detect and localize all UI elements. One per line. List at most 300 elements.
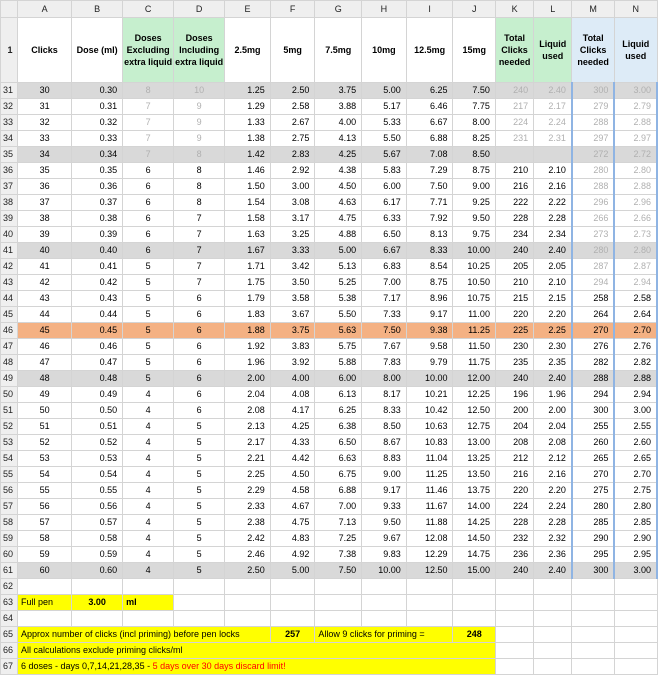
cell[interactable]	[225, 579, 271, 595]
cell[interactable]: 279	[572, 99, 614, 115]
cell[interactable]: 2.16	[534, 179, 572, 195]
column-title[interactable]: Clicks	[17, 18, 71, 83]
cell[interactable]: 11.75	[453, 355, 495, 371]
row-number[interactable]: 60	[1, 547, 18, 563]
cell[interactable]: 231	[495, 131, 533, 147]
row-number[interactable]: 40	[1, 227, 18, 243]
cell[interactable]: 48	[17, 371, 71, 387]
cell[interactable]: 212	[495, 451, 533, 467]
cell[interactable]: 4.58	[270, 483, 315, 499]
cell[interactable]: 4	[123, 563, 174, 579]
column-title[interactable]: Liquid used	[614, 18, 657, 83]
cell[interactable]: 6.88	[315, 483, 362, 499]
cell[interactable]: 228	[495, 211, 533, 227]
cell[interactable]: 7.67	[362, 339, 407, 355]
cell[interactable]: 6	[174, 323, 225, 339]
cell[interactable]: 2.75	[614, 483, 657, 499]
row-number[interactable]: 41	[1, 243, 18, 259]
cell[interactable]: 208	[495, 435, 533, 451]
cell[interactable]	[72, 611, 123, 627]
cell[interactable]: 4.25	[315, 147, 362, 163]
cell[interactable]: 11.25	[453, 323, 495, 339]
cell[interactable]: 2.92	[270, 163, 315, 179]
cell[interactable]: 12.75	[453, 419, 495, 435]
cell[interactable]: 5.00	[270, 563, 315, 579]
row-number[interactable]: 33	[1, 115, 18, 131]
cell[interactable]: 2.60	[614, 435, 657, 451]
row-number[interactable]: 46	[1, 323, 18, 339]
cell[interactable]: 4.25	[270, 419, 315, 435]
cell[interactable]: 3.08	[270, 195, 315, 211]
column-title[interactable]: Dose (ml)	[72, 18, 123, 83]
cell[interactable]: 3.83	[270, 339, 315, 355]
cell[interactable]	[614, 579, 657, 595]
column-header-j[interactable]: J	[453, 1, 495, 18]
cell[interactable]	[495, 579, 533, 595]
cell[interactable]: 5	[174, 419, 225, 435]
cell[interactable]: 4.33	[270, 435, 315, 451]
cell[interactable]	[534, 627, 572, 643]
cell[interactable]: 6.00	[362, 179, 407, 195]
cell[interactable]: 8.33	[362, 403, 407, 419]
row-number[interactable]: 47	[1, 339, 18, 355]
cell[interactable]: 2.20	[534, 307, 572, 323]
cell[interactable]	[534, 659, 572, 675]
cell[interactable]: 5	[174, 499, 225, 515]
cell[interactable]	[225, 611, 271, 627]
cell[interactable]: 297	[572, 131, 614, 147]
cell[interactable]: 7.75	[453, 99, 495, 115]
cell[interactable]: 9.58	[406, 339, 453, 355]
cell[interactable]: 2.30	[534, 339, 572, 355]
cell[interactable]: 5.83	[362, 163, 407, 179]
cell[interactable]: 6.88	[406, 131, 453, 147]
cell[interactable]: 5.88	[315, 355, 362, 371]
cell[interactable]	[614, 659, 657, 675]
cell[interactable]: 5	[123, 259, 174, 275]
full-pen-unit[interactable]: ml	[123, 595, 174, 611]
cell[interactable]: 210	[495, 163, 533, 179]
cell[interactable]: 6	[174, 355, 225, 371]
cell[interactable]: 5	[123, 323, 174, 339]
cell[interactable]: 2.42	[225, 531, 271, 547]
cell[interactable]: 285	[572, 515, 614, 531]
column-header-l[interactable]: L	[534, 1, 572, 18]
cell[interactable]: 13.50	[453, 467, 495, 483]
cell[interactable]: 6.25	[406, 83, 453, 99]
cell[interactable]: 9	[174, 115, 225, 131]
row-number[interactable]: 35	[1, 147, 18, 163]
cell[interactable]: 236	[495, 547, 533, 563]
column-title[interactable]: 7.5mg	[315, 18, 362, 83]
cell[interactable]: 4.08	[270, 387, 315, 403]
cell[interactable]: 5.63	[315, 323, 362, 339]
cell[interactable]: 2.88	[614, 179, 657, 195]
row-number[interactable]: 48	[1, 355, 18, 371]
column-header-b[interactable]: B	[72, 1, 123, 18]
cell[interactable]: 288	[572, 115, 614, 131]
column-title[interactable]: Doses Excluding extra liquid	[123, 18, 174, 83]
cell[interactable]: 4.50	[315, 179, 362, 195]
cell[interactable]: 1.50	[225, 179, 271, 195]
cell[interactable]	[534, 611, 572, 627]
cell[interactable]	[534, 579, 572, 595]
cell[interactable]: 224	[495, 499, 533, 515]
cell[interactable]: 9.25	[453, 195, 495, 211]
cell[interactable]: 54	[17, 467, 71, 483]
cell[interactable]: 0.59	[72, 547, 123, 563]
cell[interactable]: 10.21	[406, 387, 453, 403]
cell[interactable]: 11.00	[453, 307, 495, 323]
cell[interactable]: 0.60	[72, 563, 123, 579]
cell[interactable]: 4	[123, 547, 174, 563]
cell[interactable]: 270	[572, 323, 614, 339]
cell[interactable]: 266	[572, 211, 614, 227]
cell[interactable]: 2.05	[534, 259, 572, 275]
cell[interactable]: 255	[572, 419, 614, 435]
cell[interactable]: 8.75	[406, 275, 453, 291]
cell[interactable]: 2.10	[534, 163, 572, 179]
cell[interactable]: 265	[572, 451, 614, 467]
cell[interactable]	[270, 595, 315, 611]
cell[interactable]: 225	[495, 323, 533, 339]
cell[interactable]: 260	[572, 435, 614, 451]
row-number[interactable]: 49	[1, 371, 18, 387]
cell[interactable]: 8.96	[406, 291, 453, 307]
cell[interactable]: 2.28	[534, 211, 572, 227]
cell[interactable]: 2.40	[534, 563, 572, 579]
cell[interactable]: 200	[495, 403, 533, 419]
cell[interactable]: 275	[572, 483, 614, 499]
cell[interactable]: 2.94	[614, 387, 657, 403]
cell[interactable]: 1.75	[225, 275, 271, 291]
cell[interactable]: 2.15	[534, 291, 572, 307]
cell[interactable]: 7	[123, 147, 174, 163]
cell[interactable]: 2.65	[614, 451, 657, 467]
cell[interactable]: 8	[174, 147, 225, 163]
cell[interactable]: 9.50	[453, 211, 495, 227]
cell[interactable]: 0.46	[72, 339, 123, 355]
cell[interactable]: 0.43	[72, 291, 123, 307]
cell[interactable]: 2.40	[534, 371, 572, 387]
column-header-a[interactable]: A	[17, 1, 71, 18]
cell[interactable]: 14.00	[453, 499, 495, 515]
cell[interactable]: 2.73	[614, 227, 657, 243]
cell[interactable]: 5	[123, 339, 174, 355]
cell[interactable]: 13.25	[453, 451, 495, 467]
cell[interactable]: 0.40	[72, 243, 123, 259]
cell[interactable]: 2.79	[614, 99, 657, 115]
cell[interactable]: 224	[495, 115, 533, 131]
cell[interactable]: 12.00	[453, 371, 495, 387]
cell[interactable]: 0.58	[72, 531, 123, 547]
cell[interactable]	[495, 643, 533, 659]
cell[interactable]: 9.00	[362, 467, 407, 483]
cell[interactable]: 34	[17, 147, 71, 163]
cell[interactable]	[406, 611, 453, 627]
cell[interactable]: 2.72	[614, 147, 657, 163]
row-number[interactable]: 34	[1, 131, 18, 147]
cell[interactable]: 2.36	[534, 547, 572, 563]
cell[interactable]: 0.51	[72, 419, 123, 435]
cell[interactable]: 240	[495, 83, 533, 99]
cell[interactable]: 3.00	[614, 83, 657, 99]
cell[interactable]	[614, 611, 657, 627]
cell[interactable]: 232	[495, 531, 533, 547]
cell[interactable]: 2.80	[614, 243, 657, 259]
cell[interactable]: 234	[495, 227, 533, 243]
cell[interactable]: 5	[174, 483, 225, 499]
cell[interactable]: 2.35	[534, 355, 572, 371]
column-title[interactable]: Liquid used	[534, 18, 572, 83]
cell[interactable]: 9.83	[362, 547, 407, 563]
column-title[interactable]: Total Clicks needed	[572, 18, 614, 83]
row-number[interactable]: 65	[1, 627, 18, 643]
cell[interactable]: 0.54	[72, 467, 123, 483]
cell[interactable]: 2.80	[614, 163, 657, 179]
cell[interactable]: 37	[17, 195, 71, 211]
cell[interactable]: 10.75	[453, 291, 495, 307]
full-pen-label[interactable]: Full pen	[17, 595, 71, 611]
cell[interactable]: 11.50	[453, 339, 495, 355]
cell[interactable]	[614, 627, 657, 643]
cell[interactable]: 1.88	[225, 323, 271, 339]
cell[interactable]: 10.00	[453, 243, 495, 259]
cell[interactable]: 2.82	[614, 355, 657, 371]
row-number[interactable]: 45	[1, 307, 18, 323]
cell[interactable]: 7.08	[406, 147, 453, 163]
cell[interactable]: 216	[495, 179, 533, 195]
cell[interactable]: 4.17	[270, 403, 315, 419]
row-number[interactable]: 43	[1, 275, 18, 291]
cell[interactable]: 5.13	[315, 259, 362, 275]
cell[interactable]: 2.00	[534, 403, 572, 419]
cell[interactable]: 13.75	[453, 483, 495, 499]
cell[interactable]: 5	[123, 371, 174, 387]
cell[interactable]: 7.50	[315, 563, 362, 579]
cell[interactable]: 9.17	[362, 483, 407, 499]
cell[interactable]: 2.25	[534, 323, 572, 339]
cell[interactable]	[315, 595, 362, 611]
cell[interactable]: 2.83	[270, 147, 315, 163]
cell[interactable]: 5.50	[315, 307, 362, 323]
cell[interactable]: 7	[174, 275, 225, 291]
cell[interactable]	[572, 595, 614, 611]
cell[interactable]: 42	[17, 275, 71, 291]
cell[interactable]: 0.52	[72, 435, 123, 451]
column-title[interactable]: Total Clicks needed	[495, 18, 533, 83]
cell[interactable]: 288	[572, 371, 614, 387]
column-title[interactable]: Doses Including extra liquid	[174, 18, 225, 83]
cell[interactable]	[315, 579, 362, 595]
cell[interactable]: 9.50	[362, 515, 407, 531]
cell[interactable]	[362, 611, 407, 627]
cell[interactable]: 6	[123, 179, 174, 195]
cell[interactable]: 220	[495, 307, 533, 323]
cell[interactable]	[495, 611, 533, 627]
cell[interactable]: 11.67	[406, 499, 453, 515]
cell[interactable]: 8	[174, 179, 225, 195]
cell[interactable]: 49	[17, 387, 71, 403]
cell[interactable]: 2.50	[225, 563, 271, 579]
cell[interactable]: 3.00	[270, 179, 315, 195]
cell[interactable]: 8.50	[453, 147, 495, 163]
cell[interactable]	[572, 643, 614, 659]
cell[interactable]: 0.34	[72, 147, 123, 163]
cell[interactable]: 7.29	[406, 163, 453, 179]
cell[interactable]: 15.00	[453, 563, 495, 579]
cell[interactable]: 5	[174, 515, 225, 531]
cell[interactable]: 33	[17, 131, 71, 147]
cell[interactable]: 14.75	[453, 547, 495, 563]
row-number[interactable]: 38	[1, 195, 18, 211]
cell[interactable]: 1.63	[225, 227, 271, 243]
cell[interactable]: 4	[123, 483, 174, 499]
row-number[interactable]: 62	[1, 579, 18, 595]
cell[interactable]: 6	[123, 243, 174, 259]
cell[interactable]: 4.67	[270, 499, 315, 515]
row-number[interactable]: 1	[1, 18, 18, 83]
cell[interactable]	[572, 659, 614, 675]
cell[interactable]: 2.21	[225, 451, 271, 467]
cell[interactable]: 1.54	[225, 195, 271, 211]
approx-clicks-value[interactable]: 257	[270, 627, 315, 643]
cell[interactable]: 6.50	[362, 227, 407, 243]
cell[interactable]: 14.25	[453, 515, 495, 531]
cell[interactable]: 294	[572, 387, 614, 403]
cell[interactable]: 8	[174, 195, 225, 211]
cell[interactable]: 9.75	[453, 227, 495, 243]
cell[interactable]: 2.95	[614, 547, 657, 563]
cell[interactable]: 0.31	[72, 99, 123, 115]
cell[interactable]: 8.50	[362, 419, 407, 435]
cell[interactable]: 220	[495, 483, 533, 499]
note-text[interactable]: All calculations exclude priming clicks/ml	[17, 643, 495, 659]
cell[interactable]: 7	[174, 211, 225, 227]
cell[interactable]: 2.24	[534, 499, 572, 515]
cell[interactable]: 44	[17, 307, 71, 323]
cell[interactable]: 47	[17, 355, 71, 371]
approx-clicks-text[interactable]: Approx number of clicks (incl priming) before pen locks	[17, 627, 270, 643]
cell[interactable]: 6.83	[362, 259, 407, 275]
cell[interactable]: 5	[174, 467, 225, 483]
cell[interactable]: 3.00	[614, 563, 657, 579]
cell[interactable]	[534, 643, 572, 659]
cell[interactable]: 2.33	[225, 499, 271, 515]
cell[interactable]: 7	[174, 243, 225, 259]
cell[interactable]: 46	[17, 339, 71, 355]
cell[interactable]: 228	[495, 515, 533, 531]
cell[interactable]: 3.88	[315, 99, 362, 115]
cell[interactable]: 10.42	[406, 403, 453, 419]
cell[interactable]: 4	[123, 531, 174, 547]
cell[interactable]: 258	[572, 291, 614, 307]
cell[interactable]: 0.47	[72, 355, 123, 371]
cell[interactable]	[453, 595, 495, 611]
cell[interactable]: 7.50	[406, 179, 453, 195]
cell[interactable]: 1.96	[225, 355, 271, 371]
cell[interactable]	[174, 611, 225, 627]
cell[interactable]	[17, 611, 71, 627]
cell[interactable]	[225, 595, 271, 611]
cell[interactable]: 9.38	[406, 323, 453, 339]
row-number[interactable]: 42	[1, 259, 18, 275]
cell[interactable]: 1.71	[225, 259, 271, 275]
cell[interactable]: 282	[572, 355, 614, 371]
column-header-i[interactable]: I	[406, 1, 453, 18]
cell[interactable]: 240	[495, 563, 533, 579]
cell[interactable]: 4.83	[270, 531, 315, 547]
cell[interactable]: 7.33	[362, 307, 407, 323]
cell[interactable]: 6	[174, 371, 225, 387]
cell[interactable]	[17, 579, 71, 595]
cell[interactable]: 4.75	[315, 211, 362, 227]
cell[interactable]: 3.92	[270, 355, 315, 371]
cell[interactable]: 36	[17, 179, 71, 195]
cell[interactable]: 5	[174, 547, 225, 563]
cell[interactable]: 5	[174, 531, 225, 547]
cell[interactable]: 7.00	[315, 499, 362, 515]
row-number[interactable]: 39	[1, 211, 18, 227]
cell[interactable]: 235	[495, 355, 533, 371]
cell[interactable]	[453, 611, 495, 627]
cell[interactable]: 3.42	[270, 259, 315, 275]
cell[interactable]: 4.38	[315, 163, 362, 179]
cell[interactable]: 6.63	[315, 451, 362, 467]
cell[interactable]: 1.42	[225, 147, 271, 163]
cell[interactable]: 40	[17, 243, 71, 259]
cell[interactable]: 6.17	[362, 195, 407, 211]
cell[interactable]: 204	[495, 419, 533, 435]
row-number[interactable]: 44	[1, 291, 18, 307]
cell[interactable]: 6.50	[315, 435, 362, 451]
cell[interactable]: 5	[174, 435, 225, 451]
cell[interactable]: 8	[174, 163, 225, 179]
cell[interactable]: 55	[17, 483, 71, 499]
cell[interactable]: 4.42	[270, 451, 315, 467]
cell[interactable]: 4.50	[270, 467, 315, 483]
cell[interactable]: 9.67	[362, 531, 407, 547]
cell[interactable]	[406, 595, 453, 611]
cell[interactable]: 0.53	[72, 451, 123, 467]
cell[interactable]: 6	[123, 163, 174, 179]
cell[interactable]: 2.94	[614, 275, 657, 291]
cell[interactable]: 60	[17, 563, 71, 579]
cell[interactable]: 4.75	[270, 515, 315, 531]
cell[interactable]: 9.17	[406, 307, 453, 323]
cell[interactable]: 280	[572, 243, 614, 259]
cell[interactable]: 2.58	[614, 291, 657, 307]
column-header-g[interactable]: G	[315, 1, 362, 18]
cell[interactable]: 5.00	[315, 243, 362, 259]
cell[interactable]: 56	[17, 499, 71, 515]
cell[interactable]: 1.83	[225, 307, 271, 323]
cell[interactable]: 2.40	[534, 243, 572, 259]
cell[interactable]: 3.75	[270, 323, 315, 339]
cell[interactable]	[406, 579, 453, 595]
cell[interactable]: 0.45	[72, 323, 123, 339]
cell[interactable]: 1.79	[225, 291, 271, 307]
cell[interactable]: 2.75	[270, 131, 315, 147]
cell[interactable]: 2.16	[534, 467, 572, 483]
cell[interactable]	[572, 627, 614, 643]
cell[interactable]: 2.96	[614, 195, 657, 211]
cell[interactable]: 6.13	[315, 387, 362, 403]
cell[interactable]: 4	[123, 403, 174, 419]
cell[interactable]	[174, 595, 225, 611]
cell[interactable]: 4	[123, 451, 174, 467]
cell[interactable]: 300	[572, 403, 614, 419]
